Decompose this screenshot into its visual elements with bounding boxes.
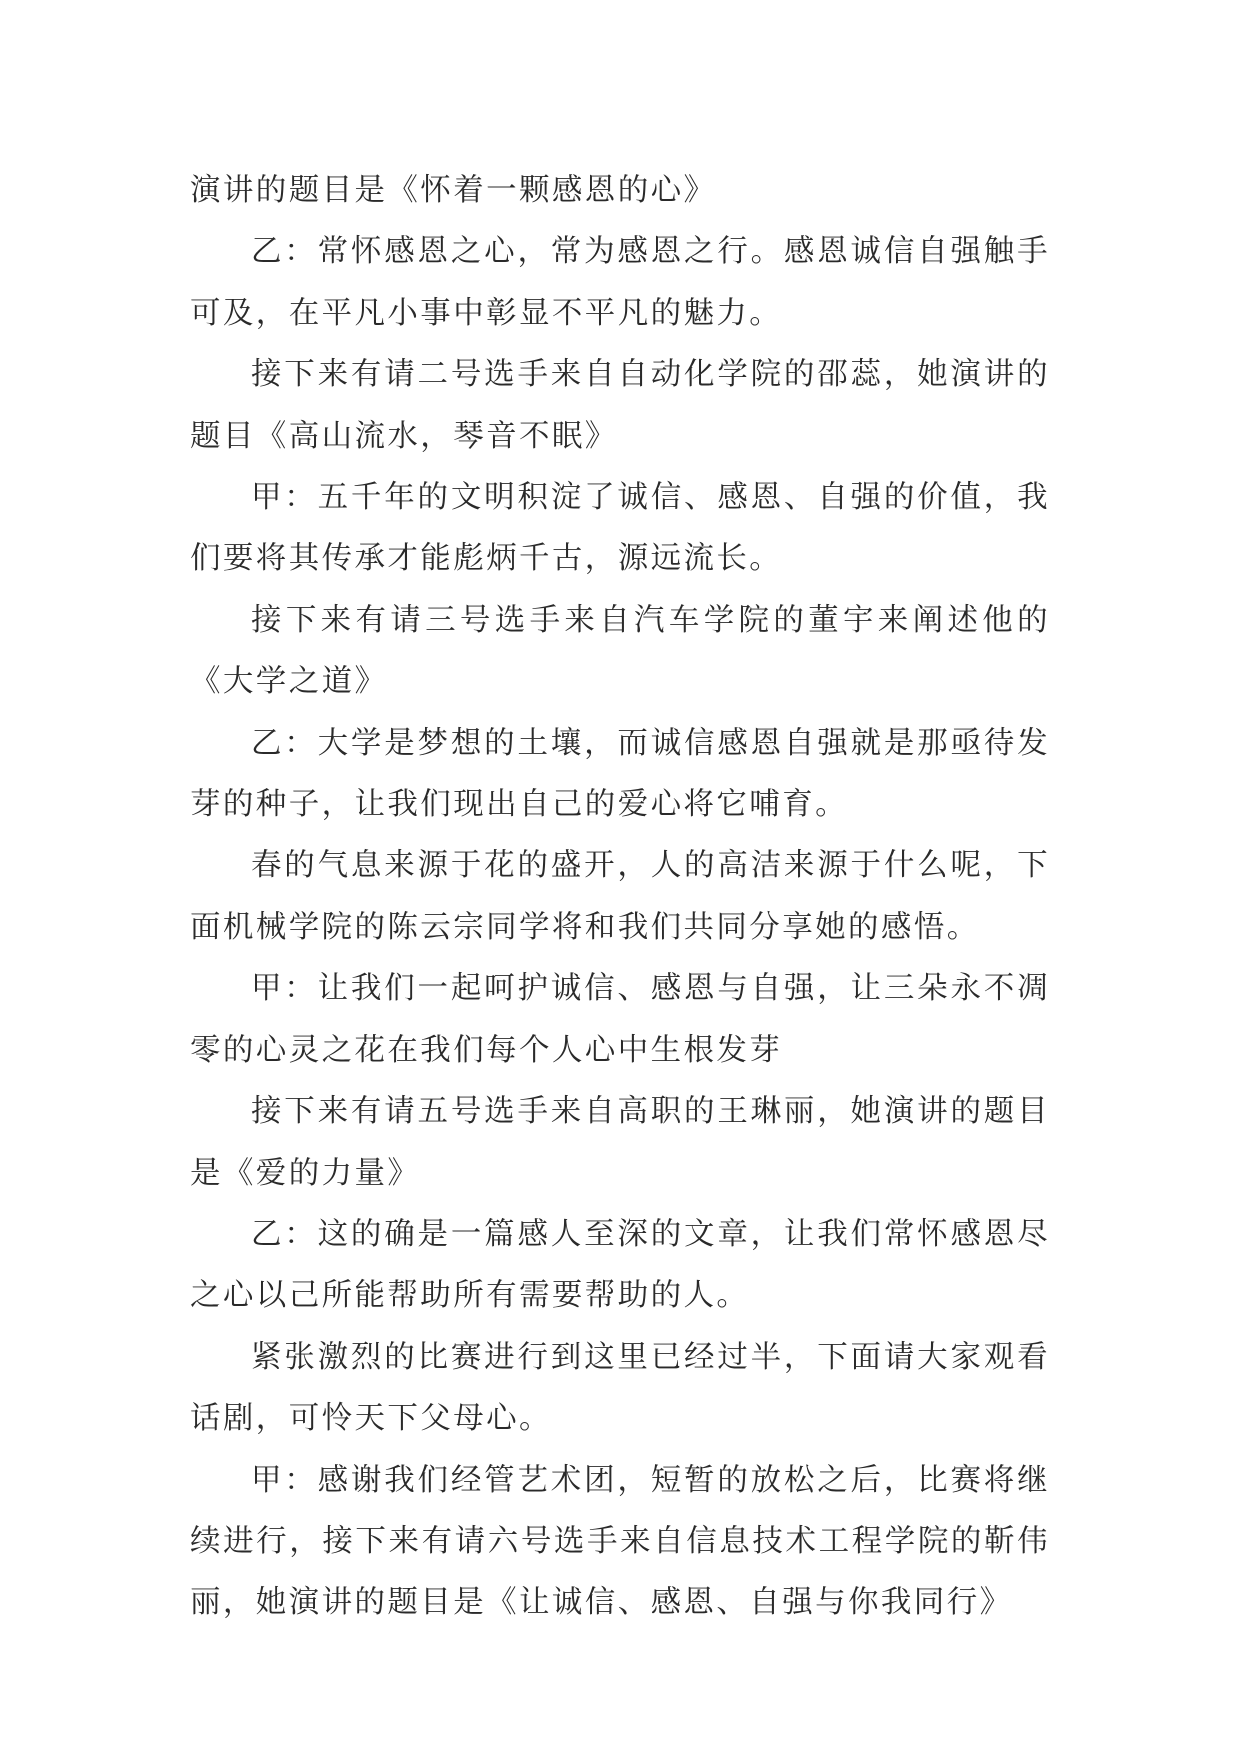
document-body xyxy=(190,160,1050,1634)
paragraph-2: 乙：常怀感恩之心，常为感恩之行。感恩诚信自强触手可及，在平凡小事中彰显不平凡的魅力。 xyxy=(190,234,1050,331)
paragraph-5: 接下来有请三号选手来自汽车学院的董宇来阐述他的《大学之道》 xyxy=(190,602,1050,700)
paragraph-6: 乙：大学是梦想的土壤，而诚信感恩自强就是那亟待发芽的种子，让我们现出自己的爱心将它哺育。 xyxy=(190,725,1050,823)
paragraph-9: 接下来有请五号选手来自高职的王琳丽，她演讲的题目是《爱的力量》 xyxy=(190,1094,1050,1191)
paragraph-10: 乙：这的确是一篇感人至深的文章，让我们常怀感恩尽之心以己所能帮助所有需要帮助的人。 xyxy=(190,1216,1050,1314)
paragraph-12: 甲：感谢我们经管艺术团，短暂的放松之后，比赛将继续进行，接下来有请六号选手来自信息技术工程学院的靳伟丽，她演讲的题目是《让诚信、感恩、自强与你我同行》 xyxy=(190,1462,1050,1621)
paragraph-7: 春的气息来源于花的盛开，人的高洁来源于什么呢，下面机械学院的陈云宗同学将和我们共同分享她的感悟。 xyxy=(190,848,1050,945)
paragraph-4: 甲：五千年的文明积淀了诚信、感恩、自强的价值，我们要将其传承才能彪炳千古，源远流长。 xyxy=(190,480,1050,577)
paragraph-3: 接下来有请二号选手来自自动化学院的邵蕊，她演讲的题目《高山流水，琴音不眠》 xyxy=(190,357,1050,454)
paragraph-8: 甲：让我们一起呵护诚信、感恩与自强，让三朵永不凋零的心灵之花在我们每个人心中生根发芽 xyxy=(190,971,1050,1068)
paragraph-11: 紧张激烈的比赛进行到这里已经过半，下面请大家观看话剧，可怜天下父母心。 xyxy=(190,1339,1050,1437)
paragraph-1: 演讲的题目是《怀着一颗感恩的心》 xyxy=(190,173,717,208)
